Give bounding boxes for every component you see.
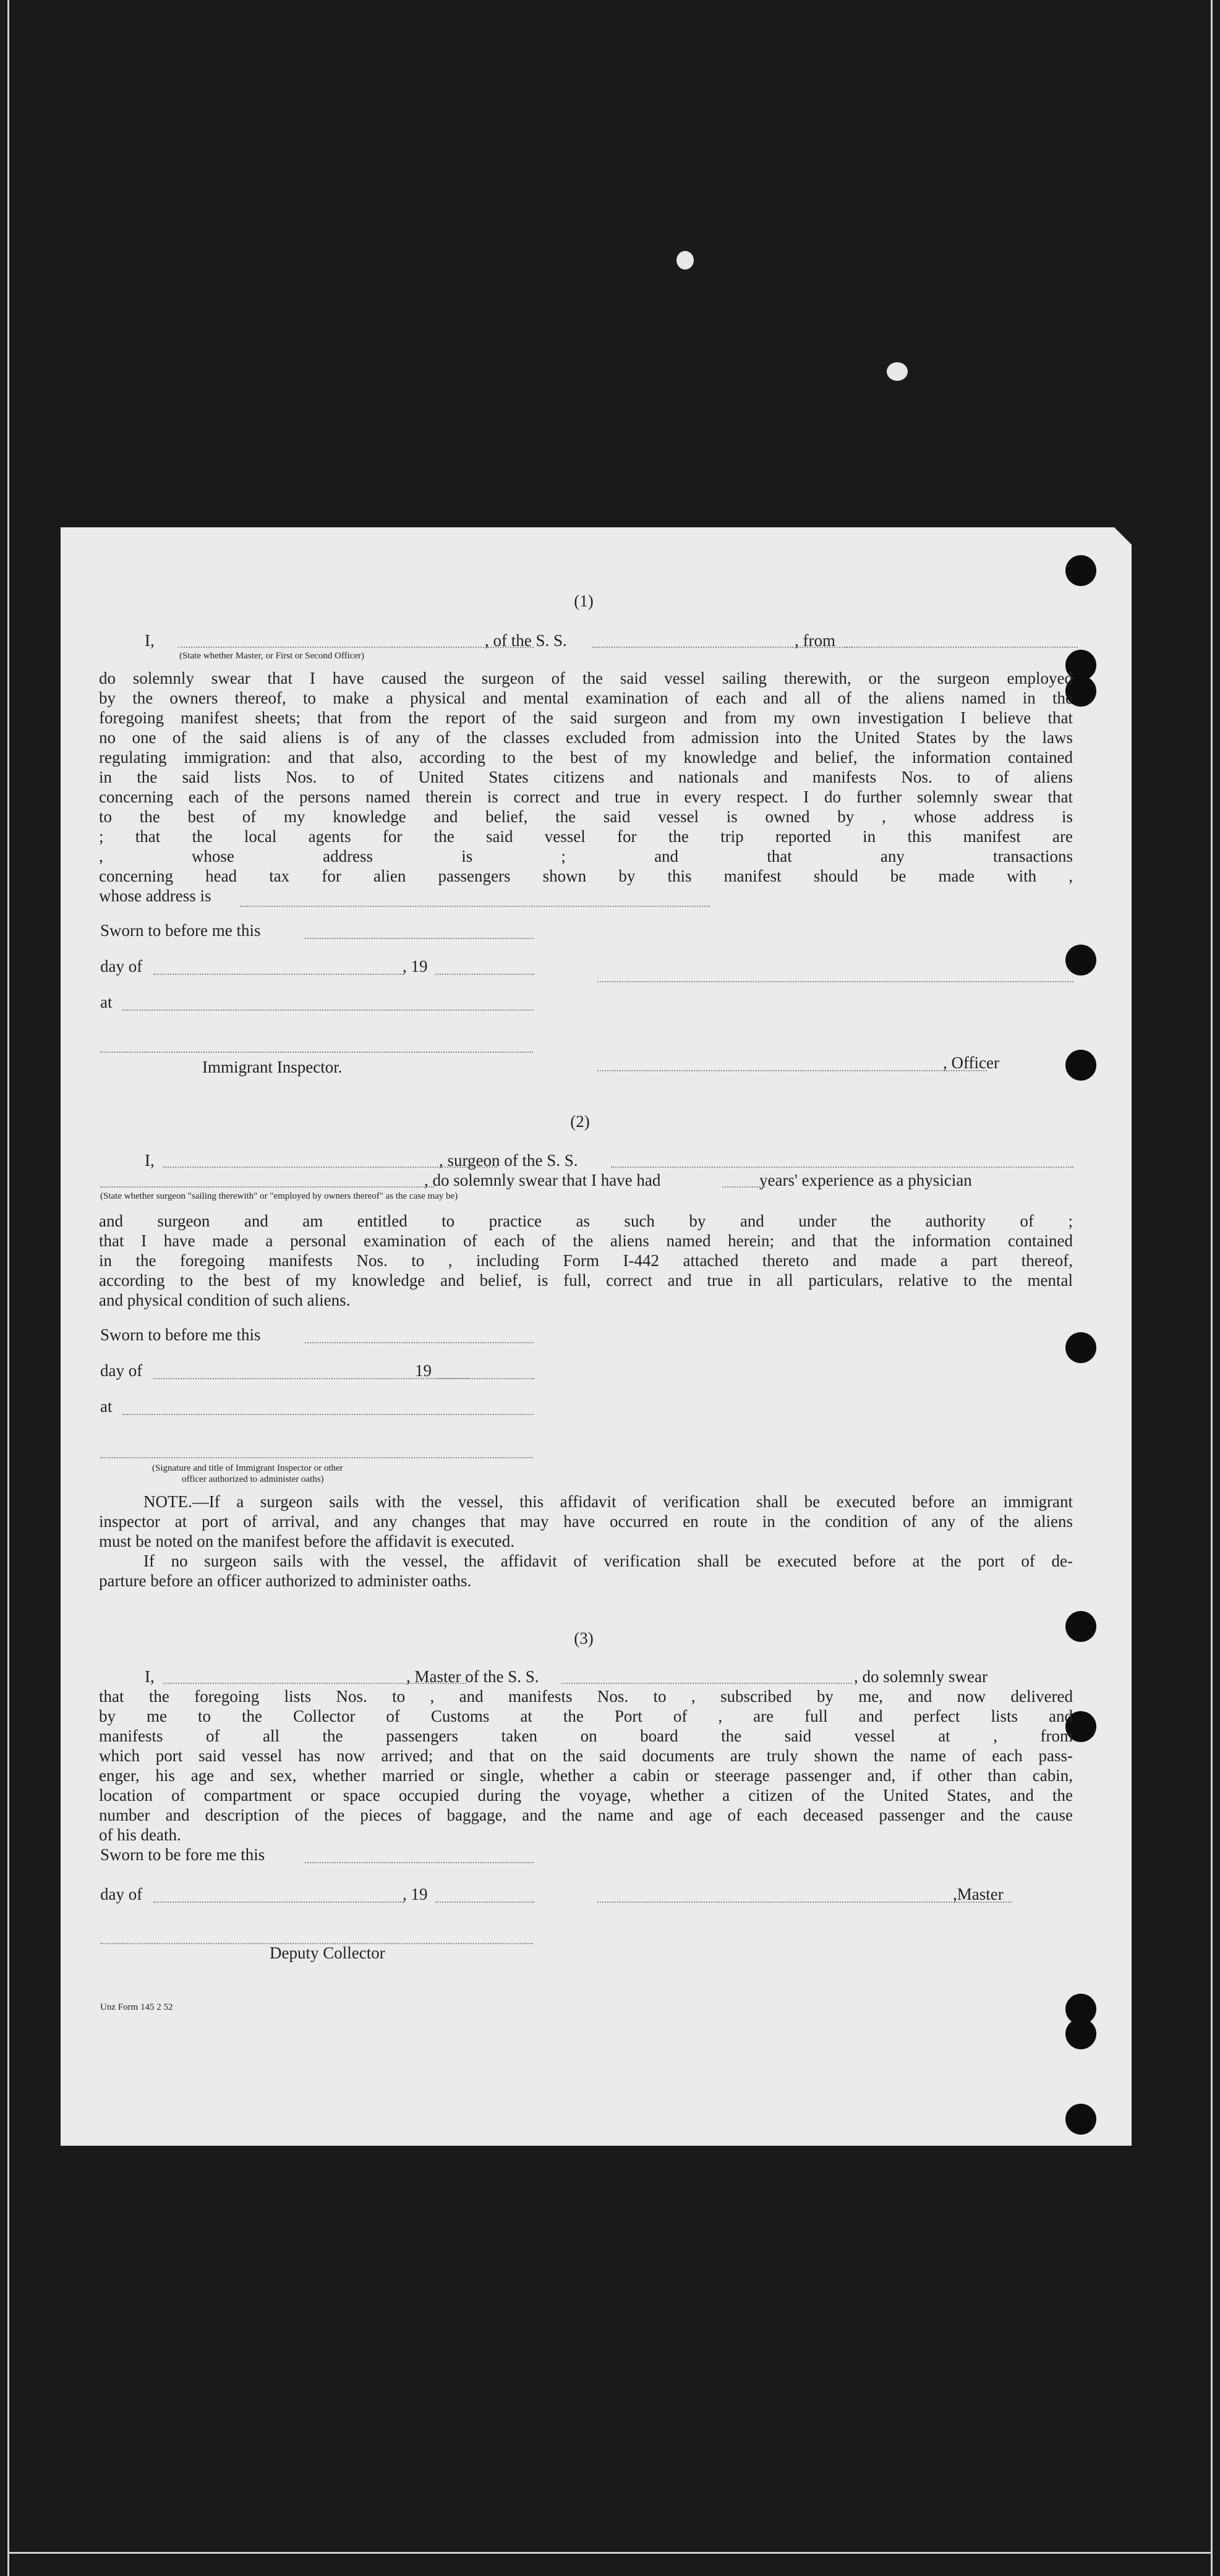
paragraph-line: If no surgeon sails with the vessel, the affidavit of verification shall be executed before at the port of de- <box>143 1552 1073 1570</box>
section-1-year: , 19 <box>403 957 428 976</box>
paragraph-line: manifests of all the passengers taken on board the said vessel at , from <box>99 1727 1073 1745</box>
section-3-day-of: day of <box>100 1885 143 1903</box>
section-1-sworn: Sworn to before me this <box>100 921 261 940</box>
master-label: , Master of the S. S. <box>406 1667 539 1686</box>
section-3-heading: (3) <box>574 1629 594 1647</box>
section-1-oath-paragraph <box>99 668 1073 906</box>
paragraph-line: ; that the local agents for the said vessel for the trip reported in this manifest are <box>99 827 1073 846</box>
year-field-2[interactable] <box>435 1378 534 1379</box>
paragraph-line: by me to the Collector of Customs at the Port of , are full and perfect lists and <box>99 1707 1073 1725</box>
paragraph-line: location of compartment or space occupied during the voyage, whether a citizen of the United States, and the <box>99 1786 1073 1804</box>
officer-signature-line[interactable] <box>597 981 1073 982</box>
from-label: , from <box>795 631 835 650</box>
surgeon-swear-text: , do solemnly swear that I have had <box>424 1171 661 1189</box>
section-2-day-of: day of <box>100 1361 143 1380</box>
scan-border-bottom <box>7 2552 1213 2554</box>
paragraph-line: whose address is <box>99 886 211 905</box>
sworn-day-field[interactable] <box>305 938 534 939</box>
paragraph-line: in the said lists Nos. to of United States citizens and nationals and manifests Nos. to of aliens <box>99 768 1073 786</box>
paragraph-line: and physical condition of such aliens. <box>99 1291 351 1309</box>
note-paragraph <box>99 1492 1073 1551</box>
paragraph-line: concerning head tax for alien passengers shown by this manifest should be made with , <box>99 867 1073 885</box>
paragraph-line: by the owners thereof, to make a physical and mental examination of each and all of the aliens named in the <box>99 689 1073 707</box>
vessel-label: , of the S. S. <box>485 631 567 650</box>
at-place-field[interactable] <box>122 1010 534 1011</box>
punch-hole <box>1065 1611 1096 1642</box>
signature-note-2: officer authorized to administer oaths) <box>182 1474 324 1484</box>
paragraph-line: must be noted on the manifest before the affidavit is executed. <box>99 1532 515 1550</box>
master-signature-line[interactable] <box>597 1902 1012 1903</box>
paragraph-line: enger, his age and sex, whether married or single, whether a cabin or steerage passenger and, if other than cabin, <box>99 1766 1073 1785</box>
paragraph-line: do solemnly swear that I have caused the surgeon of the said vessel sailing therewith, or the surgeon employed <box>99 669 1073 687</box>
surgeon-vessel-field[interactable] <box>611 1167 1073 1168</box>
punch-hole <box>1065 945 1096 976</box>
section-2-heading: (2) <box>570 1112 590 1131</box>
year-field-3[interactable] <box>435 1902 534 1903</box>
at-place-field-2[interactable] <box>122 1414 534 1415</box>
paragraph-line: that I have made a personal examination of each of the aliens named herein; and that the information contained <box>99 1231 1073 1250</box>
paragraph-line: and surgeon and am entitled to practice as such by and under the authority of ; <box>99 1212 1073 1230</box>
month-field[interactable] <box>153 974 404 975</box>
section-1-heading: (1) <box>574 592 594 610</box>
year-field[interactable] <box>435 974 534 975</box>
officer-sign-line[interactable] <box>597 1070 987 1071</box>
paragraph-line: which port said vessel has now arrived; and that on the said documents are truly shown the name of each pass- <box>99 1746 1073 1765</box>
section-3-oath-paragraph <box>99 1686 1073 1845</box>
section-2-at: at <box>100 1397 113 1416</box>
section-2-year: 19 <box>415 1361 432 1380</box>
sworn-day-field-3[interactable] <box>305 1862 534 1863</box>
section-1-day-of: day of <box>100 957 143 976</box>
paragraph-line: NOTE.—If a surgeon sails with the vessel, this affidavit of verification shall be executed before an immigrant <box>143 1492 1073 1511</box>
manifest-form-page <box>61 527 1132 2146</box>
section-3-line-i: I, <box>145 1667 155 1686</box>
form-number: Unz Form 145 2 52 <box>100 2002 173 2012</box>
surgeon-type-note: (State whether surgeon "sailing therewith" or "employed by owners thereof" as the case may be) <box>100 1191 458 1201</box>
paragraph-line: to the best of my knowledge and belief, the said vessel is owned by , whose address is <box>99 807 1073 826</box>
month-field-3[interactable] <box>153 1902 404 1903</box>
paragraph-line: parture before an officer authorized to administer oaths. <box>99 1571 472 1590</box>
from-port-field[interactable] <box>846 647 1078 648</box>
paragraph-line: no one of the said aliens is of any of the classes excluded from admission into the United States by the laws <box>99 728 1073 747</box>
scan-border-right <box>1211 0 1213 2576</box>
surgeon-label: , surgeon of the S. S. <box>439 1151 578 1170</box>
paragraph-line: number and description of the pieces of baggage, and the name and age of each deceased passenger and the cause <box>99 1806 1073 1824</box>
punch-hole <box>1065 2104 1096 2135</box>
master-swear-text: , do solemnly swear <box>854 1667 988 1686</box>
folded-corner <box>1114 527 1135 548</box>
officer-label: , Officer <box>943 1053 999 1072</box>
note-paragraph-2 <box>99 1551 1073 1591</box>
paragraph-line: inspector at port of arrival, and any changes that may have occurred en route in the condition of any of the aliens <box>99 1512 1073 1531</box>
section-2-oath-paragraph <box>99 1211 1073 1310</box>
paragraph-line: according to the best of my knowledge and belief, is full, correct and true in all particulars, relative to the mental <box>99 1271 1073 1290</box>
section-3-year: , 19 <box>403 1885 428 1903</box>
paragraph-line: , whose address is ; and that any transactions <box>99 847 1073 865</box>
sworn-day-field-2[interactable] <box>305 1342 534 1343</box>
paragraph-line: that the foregoing lists Nos. to , and manifests Nos. to , subscribed by me, and now delivered <box>99 1687 1073 1706</box>
inspector-signature-line[interactable] <box>100 1052 533 1053</box>
paragraph-line: foregoing manifest sheets; that from the report of the said surgeon and from my own investigation I believe that <box>99 708 1073 727</box>
section-2-line-i: I, <box>145 1151 155 1170</box>
officer-name-field[interactable] <box>178 647 534 648</box>
dust-speck <box>676 251 694 270</box>
paragraph-line: in the foregoing manifests Nos. to , including Form I-442 attached thereto and made a part thereof, <box>99 1251 1073 1270</box>
paragraph-line: regulating immigration: and that also, according to the best of my knowledge and belief, the information contained <box>99 748 1073 767</box>
paragraph-line: of his death. <box>99 1826 181 1844</box>
punch-hole <box>1065 1050 1096 1081</box>
surgeon-type-field[interactable] <box>100 1186 434 1188</box>
inspector-signature-line-2[interactable] <box>100 1457 533 1458</box>
master-sign-label: ,Master <box>953 1885 1004 1903</box>
master-vessel-field[interactable] <box>561 1683 852 1684</box>
dust-speck <box>887 362 908 381</box>
section-1-line-i: I, <box>145 631 155 650</box>
scan-border-left <box>7 0 9 2576</box>
signature-note-1: (Signature and title of Immigrant Inspector or other <box>152 1463 343 1473</box>
years-experience-text: years' experience as a physician <box>759 1171 972 1189</box>
punch-hole <box>1065 555 1096 586</box>
officer-title-note: (State whether Master, or First or Second Officer) <box>179 651 365 661</box>
deputy-collector-label: Deputy Collector <box>270 1944 385 1962</box>
paragraph-line: concerning each of the persons named therein is correct and true in every respect. I do further solemnly swear that <box>99 788 1073 806</box>
section-2-sworn: Sworn to before me this <box>100 1325 261 1344</box>
punch-hole <box>1065 2018 1096 2049</box>
head-tax-address-field[interactable] <box>240 906 710 907</box>
punch-hole <box>1065 1332 1096 1363</box>
section-1-at: at <box>100 993 113 1011</box>
immigrant-inspector-label: Immigrant Inspector. <box>202 1058 343 1076</box>
section-3-sworn: Sworn to be fore me this <box>100 1845 265 1864</box>
